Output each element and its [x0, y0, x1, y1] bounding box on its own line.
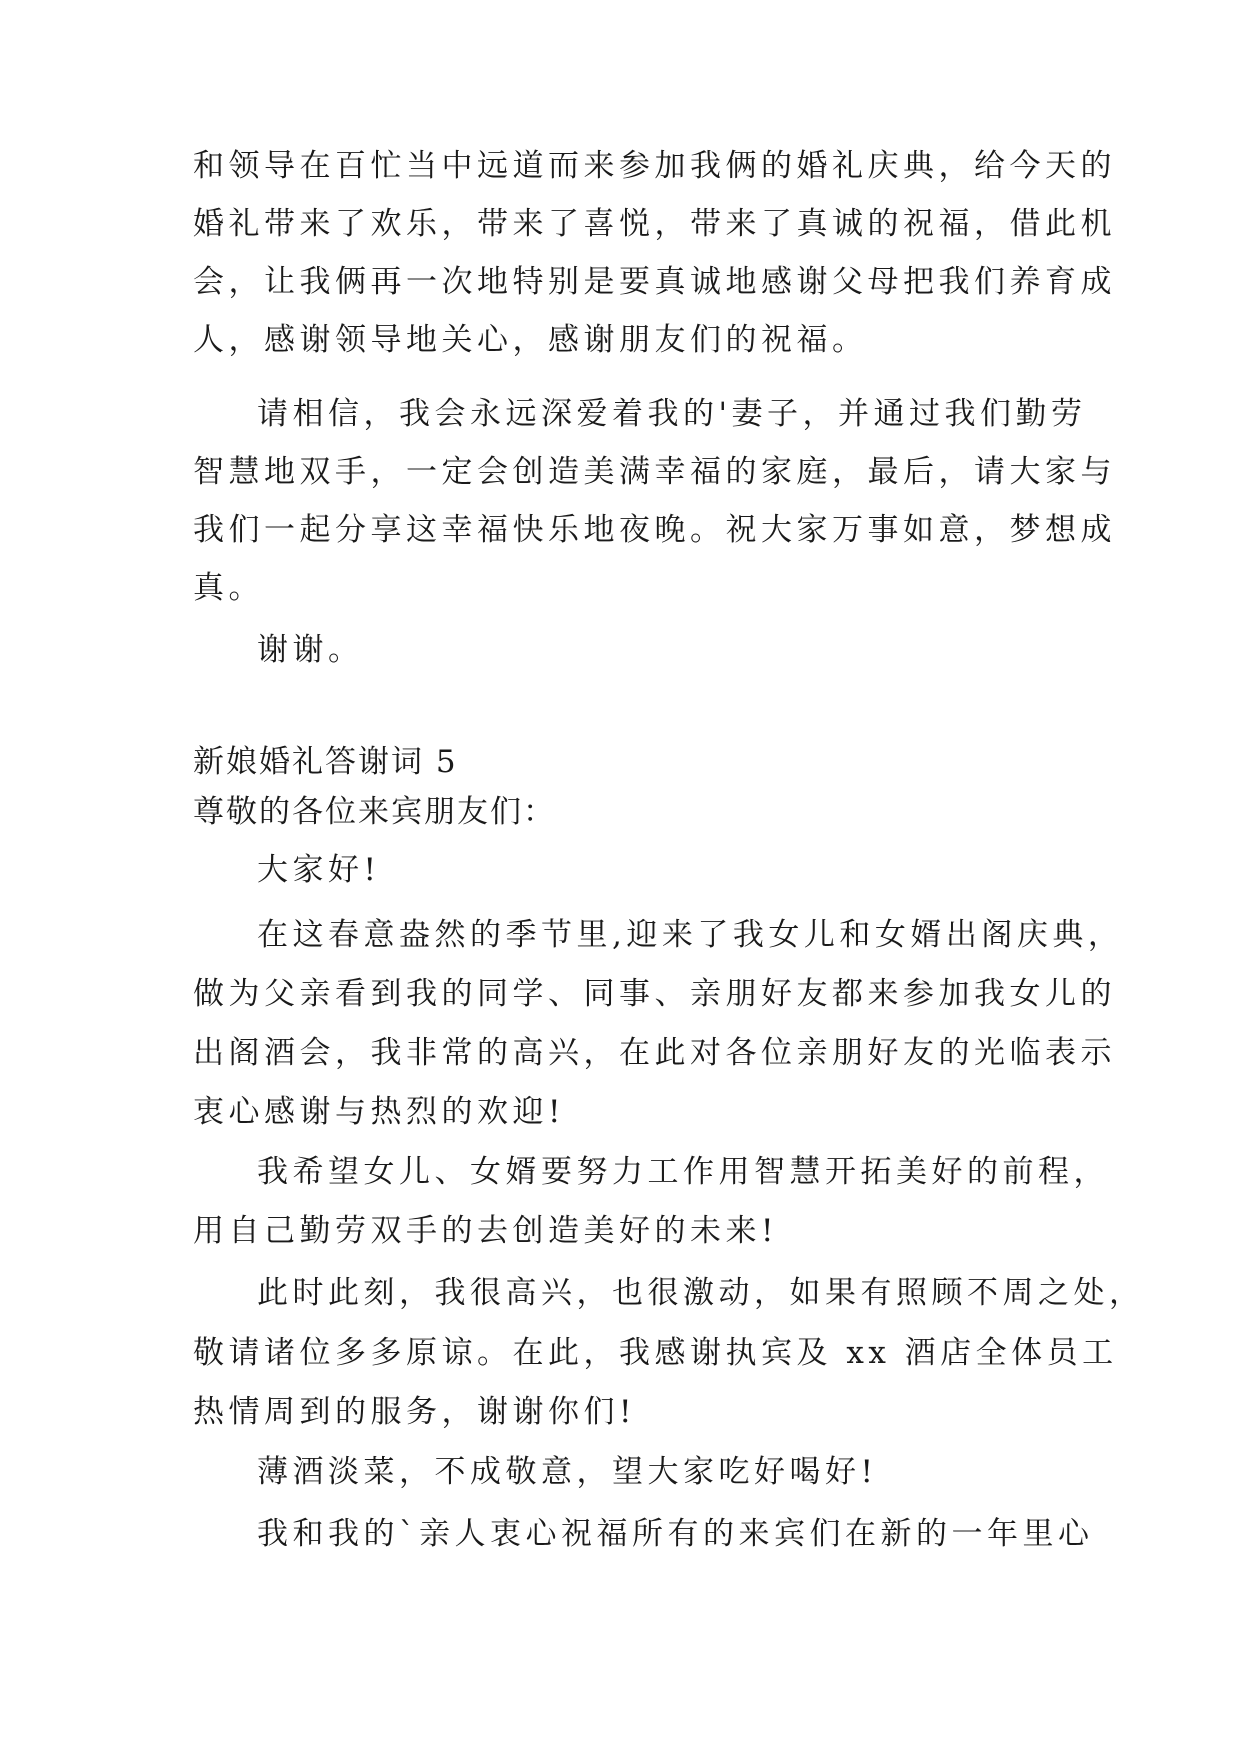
paragraph-line: 出阁酒会，我非常的高兴，在此对各位亲朋好友的光临表示 — [193, 1035, 1116, 1071]
greeting: 大家好! — [257, 852, 381, 888]
paragraph-line: 用自己勤劳双手的去创造美好的未来! — [193, 1213, 778, 1249]
paragraph-line: 此时此刻，我很高兴，也很激动，如果有照顾不周之处， — [257, 1275, 1145, 1311]
paragraph-line: 我希望女儿、女婿要努力工作用智慧开拓美好的前程， — [257, 1154, 1109, 1190]
paragraph-line: 我和我的`亲人衷心祝福所有的来宾们在新的一年里心 — [257, 1516, 1094, 1552]
paragraph-line: 请相信，我会永远深爱着我的'妻子，并通过我们勤劳 — [257, 396, 1087, 432]
paragraph-line: 人，感谢领导地关心，感谢朋友们的祝福。 — [193, 322, 868, 358]
paragraph-line: 谢谢。 — [257, 632, 364, 668]
paragraph-line: 在这春意盎然的季节里,迎来了我女儿和女婿出阁庆典， — [257, 917, 1124, 953]
section-heading: 新娘婚礼答谢词 5 — [193, 744, 458, 780]
paragraph-line: 热情周到的服务，谢谢你们! — [193, 1394, 636, 1430]
salutation: 尊敬的各位来宾朋友们： — [193, 794, 556, 830]
paragraph-line: 薄酒淡菜，不成敬意，望大家吃好喝好! — [257, 1454, 878, 1490]
paragraph-line: 衷心感谢与热烈的欢迎! — [193, 1094, 565, 1130]
paragraph-line: 真。 — [193, 570, 264, 606]
paragraph-line: 会，让我俩再一次地特别是要真诚地感谢父母把我们养育成 — [193, 264, 1116, 300]
paragraph-line: 婚礼带来了欢乐，带来了喜悦，带来了真诚的祝福，借此机 — [193, 206, 1116, 242]
paragraph-line: 敬请诸位多多原谅。在此，我感谢执宾及 xx 酒店全体员工 — [193, 1335, 1118, 1371]
paragraph-line: 和领导在百忙当中远道而来参加我俩的婚礼庆典，给今天的 — [193, 148, 1116, 184]
paragraph-line: 做为父亲看到我的同学、同事、亲朋好友都来参加我女儿的 — [193, 976, 1116, 1012]
paragraph-line: 智慧地双手，一定会创造美满幸福的家庭，最后，请大家与 — [193, 454, 1116, 490]
paragraph-line: 我们一起分享这幸福快乐地夜晚。祝大家万事如意，梦想成 — [193, 512, 1116, 548]
